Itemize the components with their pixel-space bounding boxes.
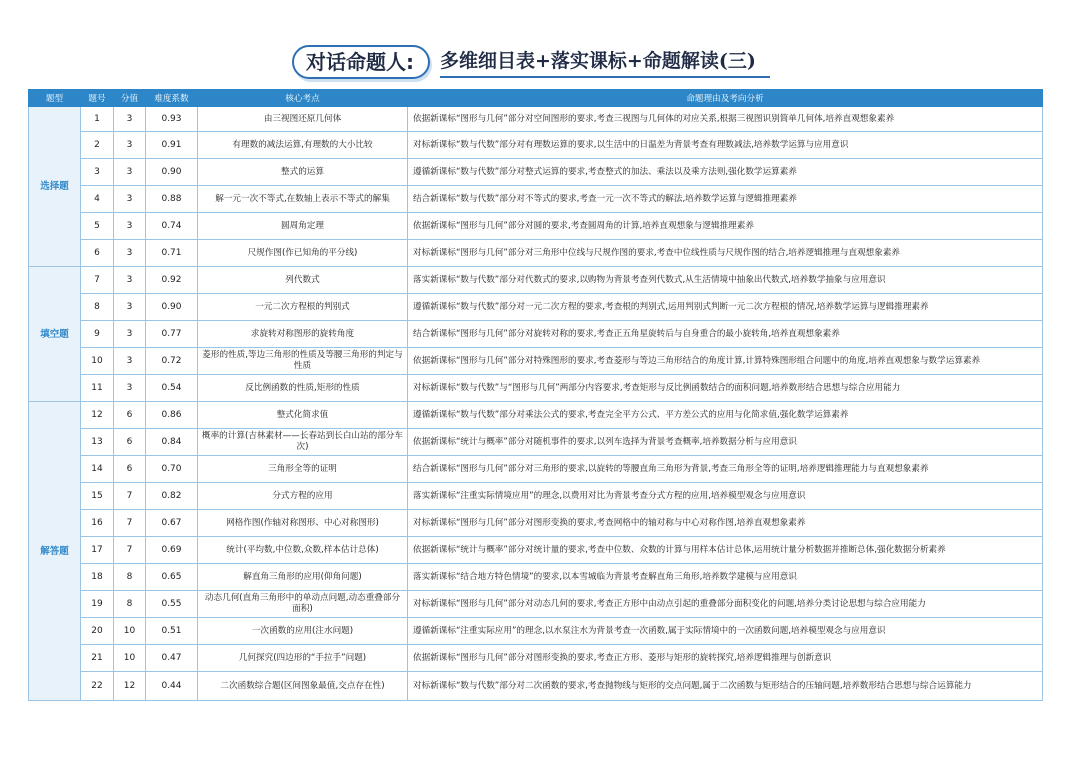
question-number-cell: 7 xyxy=(81,267,114,294)
core-point-cell: 解一元一次不等式,在数轴上表示不等式的解集 xyxy=(198,186,408,213)
table-row xyxy=(29,240,1043,267)
question-number-cell: 2 xyxy=(81,132,114,159)
table-row xyxy=(29,402,1043,429)
header-no: 题号 xyxy=(81,90,114,107)
question-number-cell: 12 xyxy=(81,402,114,429)
score-cell: 6 xyxy=(114,456,146,483)
question-number-cell: 20 xyxy=(81,618,114,645)
difficulty-cell: 0.86 xyxy=(146,402,198,429)
core-point-cell: 由三视图还原几何体 xyxy=(198,107,408,132)
analysis-cell: 遵循新课标“数与代数”部分对整式运算的要求,考查整式的加法、乘法以及乘方法则,强化数学运算素养 xyxy=(408,159,1043,186)
score-cell: 7 xyxy=(114,537,146,564)
core-point-cell: 一次函数的应用(注水问题) xyxy=(198,618,408,645)
analysis-cell: 落实新课标“结合地方特色情境”的要求,以本雪城临为背景考查解直角三角形,培养数学建模与应用意识 xyxy=(408,564,1043,591)
table-row xyxy=(29,294,1043,321)
header-score: 分值 xyxy=(114,90,146,107)
score-cell: 7 xyxy=(114,510,146,537)
question-number-cell: 11 xyxy=(81,375,114,402)
analysis-cell: 结合新课标“数与代数”部分对不等式的要求,考查一元一次不等式的解法,培养数学运算与逻辑推理素养 xyxy=(408,186,1043,213)
analysis-cell: 依据新课标“图形与几何”部分对空间图形的要求,考查三视图与几何体的对应关系,根据三视图识别简单几何体,培养直观想象素养 xyxy=(408,107,1043,132)
score-cell: 3 xyxy=(114,267,146,294)
difficulty-cell: 0.91 xyxy=(146,132,198,159)
table-row xyxy=(29,510,1043,537)
difficulty-cell: 0.55 xyxy=(146,591,198,618)
analysis-cell: 落实新课标“注重实际情境应用”的理念,以费用对比为背景考查分式方程的应用,培养模型观念与应用意识 xyxy=(408,483,1043,510)
title-pill: 对话命题人: xyxy=(292,45,430,79)
header-difficulty: 难度系数 xyxy=(146,90,198,107)
core-point-cell: 动态几何(直角三角形中的单动点问题,动态重叠部分面积) xyxy=(198,591,408,618)
score-cell: 3 xyxy=(114,213,146,240)
question-number-cell: 21 xyxy=(81,645,114,672)
score-cell: 8 xyxy=(114,591,146,618)
difficulty-cell: 0.69 xyxy=(146,537,198,564)
difficulty-cell: 0.93 xyxy=(146,107,198,132)
table-row xyxy=(29,186,1043,213)
analysis-cell: 遵循新课标“数与代数”部分对一元二次方程的要求,考查根的判别式,运用判别式判断一元二次方程根的情况,培养数学运算与逻辑推理素养 xyxy=(408,294,1043,321)
core-point-cell: 二次函数综合题(区间图象最值,交点存在性) xyxy=(198,672,408,701)
score-cell: 3 xyxy=(114,240,146,267)
table-row xyxy=(29,159,1043,186)
difficulty-cell: 0.71 xyxy=(146,240,198,267)
table-row xyxy=(29,213,1043,240)
table-row xyxy=(29,537,1043,564)
table-row xyxy=(29,375,1043,402)
question-number-cell: 3 xyxy=(81,159,114,186)
difficulty-cell: 0.90 xyxy=(146,294,198,321)
question-number-cell: 10 xyxy=(81,348,114,375)
core-point-cell: 列代数式 xyxy=(198,267,408,294)
score-cell: 8 xyxy=(114,564,146,591)
question-number-cell: 17 xyxy=(81,537,114,564)
header-analysis: 命题理由及考向分析 xyxy=(408,90,1043,107)
difficulty-cell: 0.88 xyxy=(146,186,198,213)
score-cell: 6 xyxy=(114,402,146,429)
score-cell: 6 xyxy=(114,429,146,456)
score-cell: 3 xyxy=(114,159,146,186)
core-point-cell: 三角形全等的证明 xyxy=(198,456,408,483)
analysis-cell: 依据新课标“图形与几何”部分对圆的要求,考查圆周角的计算,培养直观想象与逻辑推理素养 xyxy=(408,213,1043,240)
difficulty-cell: 0.82 xyxy=(146,483,198,510)
core-point-cell: 网格作图(作轴对称图形、中心对称图形) xyxy=(198,510,408,537)
table-row xyxy=(29,645,1043,672)
question-number-cell: 8 xyxy=(81,294,114,321)
question-number-cell: 18 xyxy=(81,564,114,591)
core-point-cell: 反比例函数的性质,矩形的性质 xyxy=(198,375,408,402)
difficulty-cell: 0.51 xyxy=(146,618,198,645)
analysis-cell: 依据新课标“图形与几何”部分对特殊图形的要求,考查菱形与等边三角形结合的角度计算,计算特殊图形组合问题中的角度,培养直观想象与数学运算素养 xyxy=(408,348,1043,375)
analysis-cell: 结合新课标“图形与几何”部分对三角形的要求,以旋转的等腰直角三角形为背景,考查三角形全等的证明,培养逻辑推理能力与直观想象素养 xyxy=(408,456,1043,483)
difficulty-cell: 0.90 xyxy=(146,159,198,186)
core-point-cell: 几何探究(四边形的“手拉手”问题) xyxy=(198,645,408,672)
header-core-point: 核心考点 xyxy=(198,90,408,107)
difficulty-cell: 0.72 xyxy=(146,348,198,375)
analysis-cell: 结合新课标“图形与几何”部分对旋转对称的要求,考查正五角星旋转后与自身重合的最小旋转角,培养直观想象素养 xyxy=(408,321,1043,348)
core-point-cell: 统计(平均数,中位数,众数,样本估计总体) xyxy=(198,537,408,564)
analysis-cell: 依据新课标“图形与几何”部分对图形变换的要求,考查正方形、菱形与矩形的旋转探究,培养逻辑推理与创新意识 xyxy=(408,645,1043,672)
analysis-cell: 依据新课标“统计与概率”部分对统计量的要求,考查中位数、众数的计算与用样本估计总体,运用统计量分析数据并推断总体,强化数据分析素养 xyxy=(408,537,1043,564)
table-row xyxy=(29,483,1043,510)
score-cell: 7 xyxy=(114,483,146,510)
analysis-cell: 落实新课标“数与代数”部分对代数式的要求,以购物为背景考查列代数式,从生活情境中抽象出代数式,培养数学抽象与应用意识 xyxy=(408,267,1043,294)
table-row xyxy=(29,564,1043,591)
page-title xyxy=(292,46,770,78)
title-subtitle: 多维细目表+落实课标+命题解读(三) xyxy=(440,46,770,78)
analysis-cell: 对标新课标“数与代数”部分对二次函数的要求,考查抛物线与矩形的交点问题,属于二次函数与矩形结合的压轴问题,培养数形结合思想与综合运算能力 xyxy=(408,672,1043,701)
analysis-cell: 遵循新课标“数与代数”部分对乘法公式的要求,考查完全平方公式、平方差公式的应用与化简求值,强化数学运算素养 xyxy=(408,402,1043,429)
score-cell: 3 xyxy=(114,132,146,159)
table-row xyxy=(29,321,1043,348)
analysis-cell: 遵循新课标“注重实际应用”的理念,以水泵注水为背景考查一次函数,属于实际情境中的一次函数问题,培养模型观念与应用意识 xyxy=(408,618,1043,645)
core-point-cell: 菱形的性质,等边三角形的性质及等腰三角形的判定与性质 xyxy=(198,348,408,375)
difficulty-cell: 0.54 xyxy=(146,375,198,402)
analysis-cell: 对标新课标“图形与几何”部分对三角形中位线与尺规作图的要求,考查中位线性质与尺规作图的结合,培养逻辑推理与直观想象素养 xyxy=(408,240,1043,267)
core-point-cell: 有理数的减法运算,有理数的大小比较 xyxy=(198,132,408,159)
score-cell: 10 xyxy=(114,645,146,672)
table-row xyxy=(29,267,1043,294)
question-number-cell: 5 xyxy=(81,213,114,240)
question-number-cell: 15 xyxy=(81,483,114,510)
core-point-cell: 尺规作图(作已知角的平分线) xyxy=(198,240,408,267)
difficulty-cell: 0.44 xyxy=(146,672,198,701)
analysis-cell: 对标新课标“图形与几何”部分对动态几何的要求,考查正方形中由动点引起的重叠部分面积变化的问题,培养分类讨论思想与综合应用能力 xyxy=(408,591,1043,618)
score-cell: 3 xyxy=(114,294,146,321)
table-row xyxy=(29,429,1043,456)
score-cell: 12 xyxy=(114,672,146,701)
question-type-cell: 填空题 xyxy=(29,267,81,402)
question-number-cell: 22 xyxy=(81,672,114,701)
difficulty-cell: 0.77 xyxy=(146,321,198,348)
question-number-cell: 6 xyxy=(81,240,114,267)
score-cell: 10 xyxy=(114,618,146,645)
analysis-table xyxy=(28,89,1043,701)
question-number-cell: 14 xyxy=(81,456,114,483)
question-number-cell: 13 xyxy=(81,429,114,456)
table-row xyxy=(29,672,1043,701)
question-number-cell: 4 xyxy=(81,186,114,213)
table-row xyxy=(29,591,1043,618)
table-row xyxy=(29,107,1043,132)
question-number-cell: 16 xyxy=(81,510,114,537)
core-point-cell: 解直角三角形的应用(仰角问题) xyxy=(198,564,408,591)
table-row xyxy=(29,348,1043,375)
analysis-cell: 对标新课标“数与代数”部分对有理数运算的要求,以生活中的日温差为背景考查有理数减法,培养数学运算与应用意识 xyxy=(408,132,1043,159)
question-type-cell: 选择题 xyxy=(29,107,81,267)
question-number-cell: 1 xyxy=(81,107,114,132)
core-point-cell: 概率的计算(吉林素材——长春站到长白山站的部分车次) xyxy=(198,429,408,456)
question-number-cell: 9 xyxy=(81,321,114,348)
core-point-cell: 求旋转对称图形的旋转角度 xyxy=(198,321,408,348)
core-point-cell: 分式方程的应用 xyxy=(198,483,408,510)
difficulty-cell: 0.74 xyxy=(146,213,198,240)
analysis-cell: 对标新课标“图形与几何”部分对图形变换的要求,考查网格中的轴对称与中心对称作图,培养直观想象素养 xyxy=(408,510,1043,537)
core-point-cell: 整式的运算 xyxy=(198,159,408,186)
score-cell: 3 xyxy=(114,107,146,132)
core-point-cell: 整式化简求值 xyxy=(198,402,408,429)
header-type: 题型 xyxy=(29,90,81,107)
score-cell: 3 xyxy=(114,375,146,402)
score-cell: 3 xyxy=(114,348,146,375)
difficulty-cell: 0.92 xyxy=(146,267,198,294)
difficulty-cell: 0.84 xyxy=(146,429,198,456)
core-point-cell: 一元二次方程根的判别式 xyxy=(198,294,408,321)
analysis-cell: 对标新课标“数与代数”与“图形与几何”两部分内容要求,考查矩形与反比例函数结合的面积问题,培养数形结合思想与综合应用能力 xyxy=(408,375,1043,402)
table-row xyxy=(29,132,1043,159)
difficulty-cell: 0.65 xyxy=(146,564,198,591)
table-header-row xyxy=(29,90,1043,107)
question-number-cell: 19 xyxy=(81,591,114,618)
table-row xyxy=(29,618,1043,645)
question-type-cell: 解答题 xyxy=(29,402,81,701)
difficulty-cell: 0.67 xyxy=(146,510,198,537)
difficulty-cell: 0.70 xyxy=(146,456,198,483)
analysis-cell: 依据新课标“统计与概率”部分对随机事件的要求,以列车选择为背景考查概率,培养数据分析与应用意识 xyxy=(408,429,1043,456)
score-cell: 3 xyxy=(114,186,146,213)
difficulty-cell: 0.47 xyxy=(146,645,198,672)
score-cell: 3 xyxy=(114,321,146,348)
core-point-cell: 圆周角定理 xyxy=(198,213,408,240)
table-row xyxy=(29,456,1043,483)
